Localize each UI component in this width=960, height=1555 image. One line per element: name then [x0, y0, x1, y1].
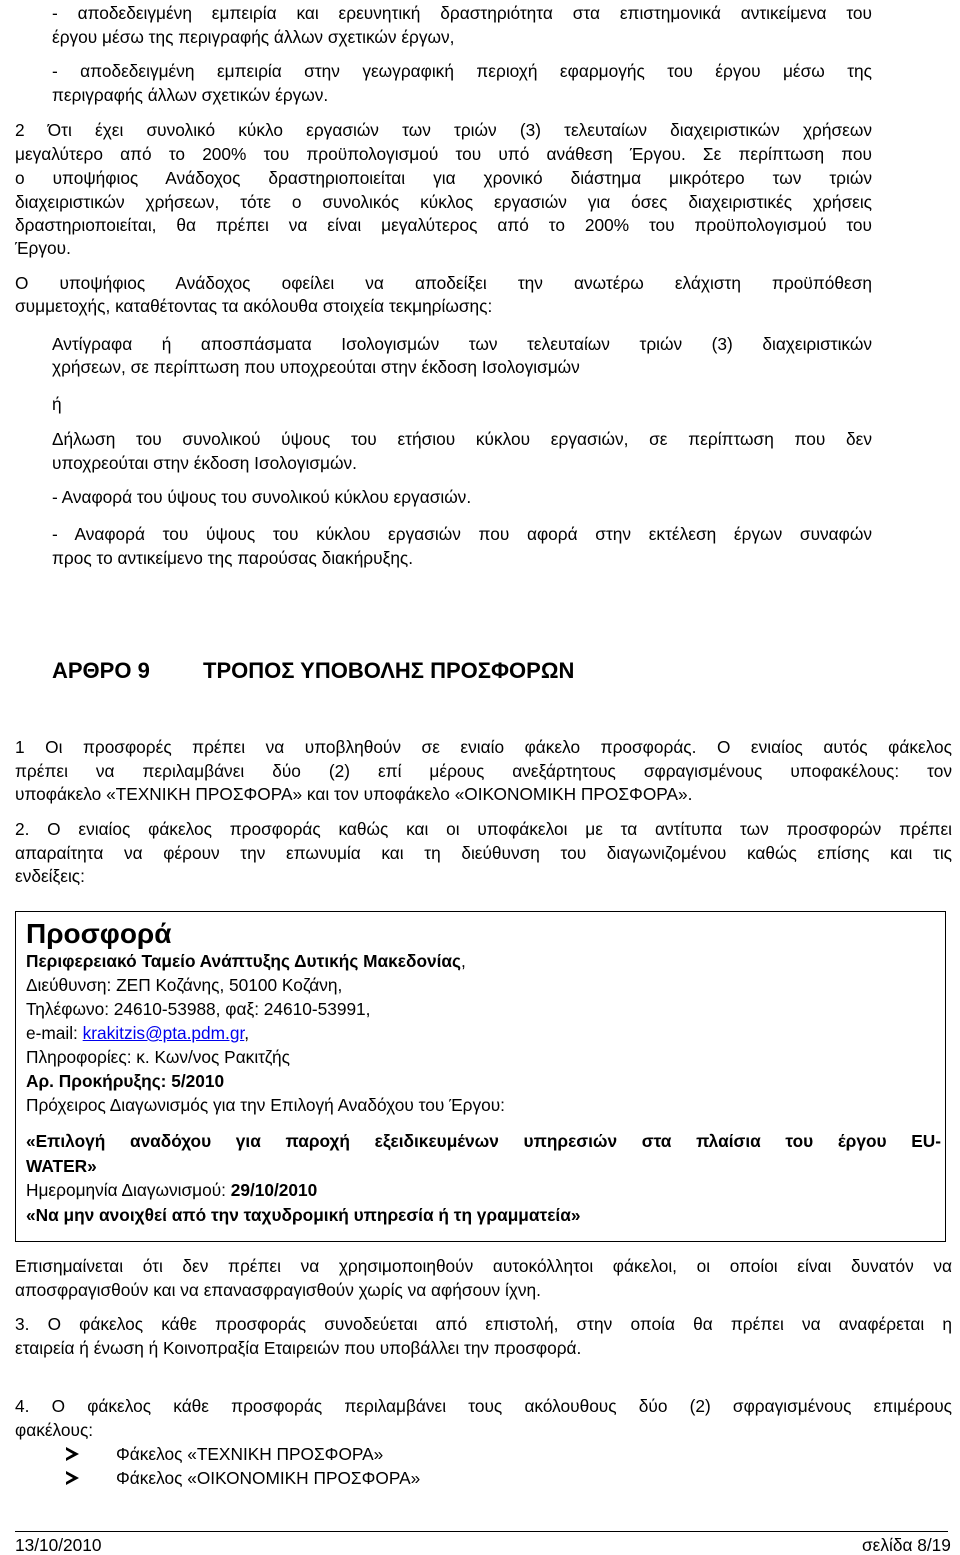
body-line: προς το αντικείμενο της παρούσας διακήρυξης. — [52, 548, 414, 568]
body-line: Έργου. — [15, 238, 71, 258]
reference-line — [26, 1073, 224, 1090]
body-line: Αντίγραφα ή αποσπάσματα Ισολογισμών των τελευταίων τριών (3) διαχειριστικών — [52, 334, 872, 354]
reference-value: 5/2010 — [171, 1071, 225, 1091]
body-line: δραστηριοποιείται, θα πρέπει να είναι μεγαλύτερος από το 200% του προϋπολογισμού του — [15, 215, 872, 235]
body-line: Δήλωση του συνολικού ύψους του ετήσιου κύκλου εργασιών, σε περίπτωση που δεν — [52, 429, 872, 449]
organization-line — [26, 953, 466, 970]
body-line: 3. Ο φάκελος κάθε προσφοράς συνοδεύεται από επιστολή, στην οποία θα πρέπει να αναφέρεται η — [15, 1314, 952, 1334]
email-label: e-mail: — [26, 1023, 83, 1043]
email-line — [26, 1025, 249, 1042]
body-line: Ο υποψήφιος Ανάδοχος οφείλει να αποδείξει την ανωτέρω ελάχιστη προϋπόθεση — [15, 273, 872, 293]
body-line: εταιρεία ή ένωση ή Κοινοπραξία Εταιρειών που υποβάλλει την προσφορά. — [15, 1338, 582, 1358]
body-line: ή — [52, 394, 62, 414]
body-line: υποφάκελο «ΤΕΧΝΙΚΗ ΠΡΟΣΦΟΡΑ» και τον υποφάκελο «ΟΙΚΟΝΟΜΙΚΗ ΠΡΟΣΦΟΡΑ». — [15, 784, 693, 804]
body-line: - Αναφορά του ύψους του συνολικού κύκλου εργασιών. — [52, 487, 472, 507]
email-link[interactable]: krakitzis@pta.pdm.gr — [82, 1023, 245, 1043]
email-comma: , — [244, 1023, 250, 1043]
body-line: Επισημαίνεται ότι δεν πρέπει να χρησιμοποιηθούν αυτοκόλλητοι φάκελοι, οι οποίοι είναι δυνατόν να — [15, 1256, 952, 1276]
tender-date-label: Ημερομηνία Διαγωνισμού: — [26, 1180, 231, 1200]
article-title: ΤΡΟΠΟΣ ΥΠΟΒΟΛΗΣ ΠΡΟΣΦΟΡΩΝ — [203, 658, 575, 683]
article-number: ΑΡΘΡΟ 9 — [52, 658, 150, 683]
arrow-bullet-icon — [66, 1471, 79, 1485]
organization-comma: , — [461, 951, 466, 971]
body-line: περιγραφής άλλων σχετικών έργων. — [52, 85, 329, 105]
info-line: Πληροφορίες: κ. Κων/νος Ρακιτζής — [26, 1047, 290, 1067]
body-line: φακέλους: — [15, 1420, 94, 1440]
list-item: Φάκελος «ΟΙΚΟΝΟΜΙΚΗ ΠΡΟΣΦΟΡΑ» — [116, 1468, 421, 1488]
body-line: αποσφραγισθούν και να επανασφραγισθούν χωρίς να αφήσουν ίχνη. — [15, 1280, 541, 1300]
body-line: υποχρεούται στην έκδοση Ισολογισμών. — [52, 453, 357, 473]
organization-name: Περιφερειακό Ταμείο Ανάπτυξης Δυτικής Μακεδονίας — [26, 951, 462, 971]
tender-date-line — [26, 1182, 317, 1199]
body-line: χρήσεων, σε περίπτωση που υποχρεούται στην έκδοση Ισολογισμών — [52, 357, 580, 377]
body-line: απαραίτητα να φέρουν την επωνυμία και τη διεύθυνση του διαγωνιζομένου καθώς επίσης και τις — [15, 843, 952, 863]
project-title-line: WATER» — [26, 1156, 97, 1176]
footer-page-number: σελίδα 8/19 — [862, 1535, 951, 1555]
body-line: - Αναφορά του ύψους του κύκλου εργασιών που αφορά στην εκτέλεση έργων συναφών — [52, 524, 872, 544]
tender-line: Πρόχειρος Διαγωνισμός για την Επιλογή Αναδόχου του Έργου: — [26, 1095, 505, 1115]
body-line: πρέπει να περιλαμβάνει δύο (2) επί μέρους ανεξάρτητους σφραγισμένους υποφακέλους: τον — [15, 761, 952, 781]
footer-date: 13/10/2010 — [15, 1535, 102, 1555]
do-not-open-notice: «Να μην ανοιχθεί από την ταχυδρομική υπηρεσία ή τη γραμματεία» — [26, 1205, 581, 1225]
body-line: 1 Οι προσφορές πρέπει να υποβληθούν σε ενιαίο φάκελο προσφοράς. Ο ενιαίος αυτός φάκελος — [15, 737, 952, 757]
list-item: Φάκελος «ΤΕΧΝΙΚΗ ΠΡΟΣΦΟΡΑ» — [116, 1444, 384, 1464]
body-line: ενδείξεις: — [15, 866, 85, 886]
footer-rule — [15, 1531, 948, 1532]
body-line: διαχειριστικών χρήσεων, τότε ο συνολικός κύκλος εργασιών για όσες διαχειριστικές χρήσεις — [15, 192, 872, 212]
body-line: συμμετοχής, καταθέτοντας τα ακόλουθα στοιχεία τεκμηρίωσης: — [15, 296, 493, 316]
address-line: Διεύθυνση: ΖΕΠ Κοζάνης, 50100 Κοζάνη, — [26, 975, 343, 995]
body-line: 4. Ο φάκελος κάθε προσφοράς περιλαμβάνει τους ακόλουθους δύο (2) σφραγισμένους επιμέρους — [15, 1396, 952, 1416]
reference-label: Αρ. Προκήρυξης: — [26, 1071, 172, 1091]
body-line: έργου μέσω της περιγραφής άλλων σχετικών έργων, — [52, 27, 455, 47]
body-line: - αποδεδειγμένη εμπειρία στην γεωγραφική περιοχή εφαρμογής του έργου μέσω της — [52, 61, 872, 81]
phone-line: Τηλέφωνο: 24610-53988, φαξ: 24610-53991, — [26, 999, 371, 1019]
offer-title: Προσφορά — [26, 918, 172, 949]
body-line: - αποδεδειγμένη εμπειρία και ερευνητική δραστηριότητα στα επιστημονικά αντικείμενα του — [52, 3, 872, 23]
body-line: 2 Ότι έχει συνολικό κύκλο εργασιών των τριών (3) τελευταίων διαχειριστικών χρήσεων — [15, 120, 872, 140]
project-title-line: «Επιλογή αναδόχου για παροχή εξειδικευμένων υπηρεσιών στα πλαίσια του έργου EU- — [26, 1131, 941, 1151]
body-line: 2. Ο ενιαίος φάκελος προσφοράς καθώς και οι υποφάκελοι με τα αντίτυπα των προσφορών πρέπει — [15, 819, 952, 839]
tender-date-value: 29/10/2010 — [230, 1180, 318, 1200]
arrow-bullet-icon — [66, 1447, 79, 1461]
body-line: μεγαλύτερο από το 200% του προϋπολογισμού του υπό ανάθεση Έργου. Σε περίπτωση που — [15, 144, 872, 164]
body-line: ο υποψήφιος Ανάδοχος δραστηριοποιείται για χρονικό διάστημα μικρότερο των τριών — [15, 168, 872, 188]
